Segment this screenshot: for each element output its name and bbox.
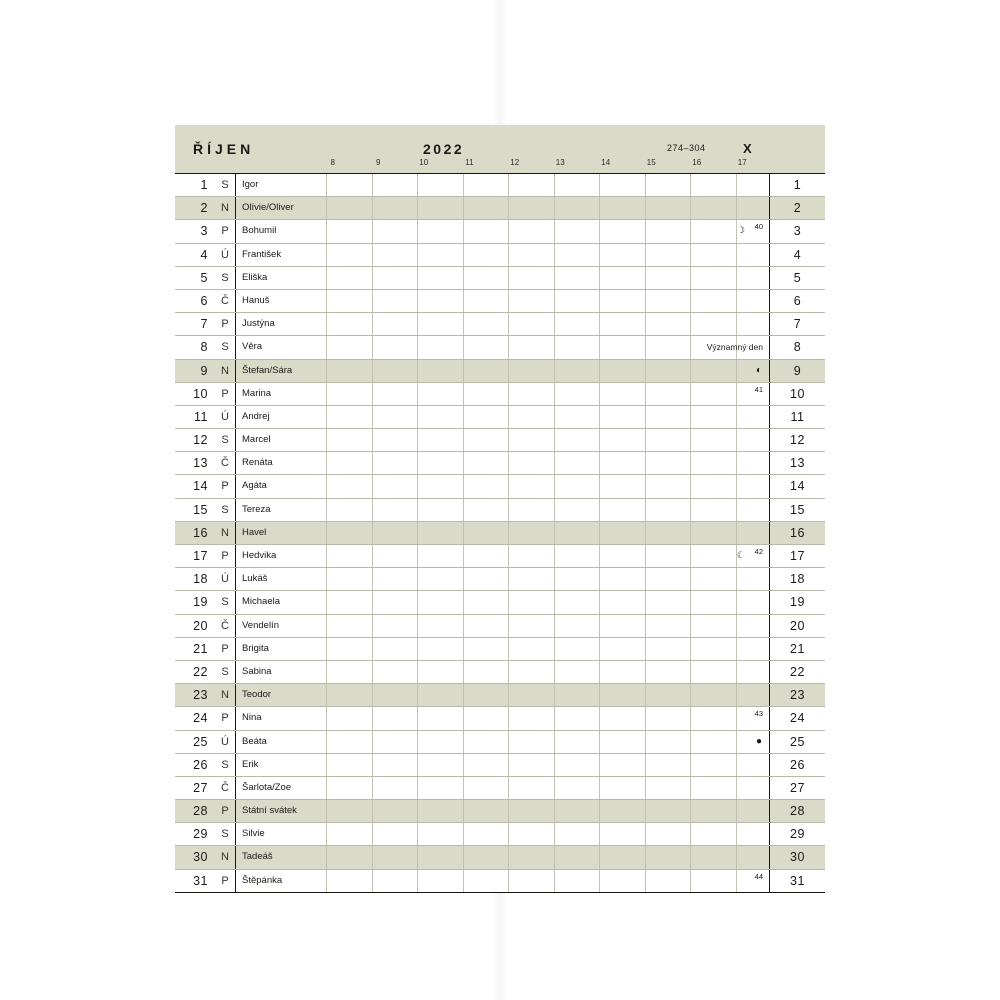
week-number: 44 [754,871,763,881]
day-rows-grid [175,173,825,893]
calendar-page [175,125,825,893]
hour-gridlines [236,568,769,590]
day-number-right: 23 [769,684,825,706]
day-number-right: 16 [769,522,825,544]
nameday-and-notes-cell[interactable] [235,568,769,590]
weekday-letter: S [221,828,229,841]
weekday-letter: Č [221,294,229,307]
weekday-letter: S [221,434,229,447]
nameday-and-notes-cell[interactable] [235,475,769,497]
day-number-right: 13 [769,452,825,474]
weekday-letter: P [221,480,229,493]
hour-gridlines [236,267,769,289]
nameday-label: Justýna [242,318,275,330]
day-number-right: 3 [769,220,825,242]
hour-gridlines [236,383,769,405]
hour-gridlines [236,846,769,868]
table-row[interactable] [175,429,825,452]
weekday-letter: P [221,805,229,818]
nameday-and-notes-cell[interactable] [235,197,769,219]
weekday-letter: S [221,503,229,516]
hour-tick-9: 9 [376,158,381,167]
hour-gridlines [236,336,769,358]
nameday-label: Věra [242,341,263,353]
nameday-label: Tadeáš [242,851,273,863]
hour-gridlines [236,360,769,382]
nameday-label: Hanuš [242,294,270,306]
table-row[interactable] [175,383,825,406]
day-number-right: 24 [769,707,825,729]
day-number-left: 8 [200,340,208,355]
hour-gridlines [236,684,769,706]
day-number-right: 29 [769,823,825,845]
nameday-label: Renáta [242,457,273,469]
nameday-label: Hedvika [242,550,277,561]
nameday-and-notes-cell[interactable] [235,313,769,335]
day-number-right: 25 [769,731,825,753]
nameday-label: Havel [242,526,267,538]
day-number-left: 14 [193,479,208,494]
nameday-and-notes-cell[interactable] [235,429,769,451]
table-row[interactable] [175,684,825,707]
table-row[interactable] [175,638,825,661]
day-number-left: 26 [193,757,208,772]
weekday-letter: S [221,179,229,191]
weekday-letter: P [221,225,229,238]
nameday-label: Nina [242,712,262,724]
hour-tick-16: 16 [692,158,702,167]
day-number-left: 13 [193,456,208,471]
table-row[interactable] [175,197,825,220]
nameday-and-notes-cell[interactable] [235,545,769,567]
table-row[interactable] [175,846,825,869]
day-number-left: 5 [200,270,208,285]
day-number-left: 31 [193,873,208,888]
nameday-and-notes-cell[interactable] [235,499,769,521]
nameday-and-notes-cell[interactable] [235,360,769,382]
day-number-right: 30 [769,846,825,868]
table-row[interactable] [175,731,825,754]
year-label: 2022 [423,141,465,157]
day-number-right: 11 [769,406,825,428]
day-number-right: 26 [769,754,825,776]
nameday-and-notes-cell[interactable] [235,800,769,822]
nameday-label: Státní svátek [242,805,297,817]
day-number-left: 30 [193,850,208,865]
weekday-letter: Ú [221,248,229,261]
table-row[interactable] [175,267,825,290]
nameday-label: Olívie/Oliver [242,202,294,214]
week-number: 43 [754,709,763,719]
nameday-and-notes-cell[interactable] [235,406,769,428]
table-row[interactable] [175,452,825,475]
day-number-right: 31 [769,870,825,892]
day-number-right: 14 [769,475,825,497]
week-number: 41 [754,384,763,394]
day-number-left: 2 [200,201,208,216]
day-number-right: 9 [769,360,825,382]
weekday-letter: N [221,526,229,539]
nameday-label: Andrej [242,410,270,422]
nameday-and-notes-cell[interactable] [235,684,769,706]
day-number-right: 1 [769,174,825,196]
table-row[interactable] [175,754,825,777]
day-number-left: 15 [193,502,208,517]
weekday-letter: Č [221,457,229,470]
day-number-right: 6 [769,290,825,312]
table-row[interactable] [175,568,825,591]
nameday-label: Sabina [242,665,272,677]
table-row[interactable] [175,475,825,498]
day-number-left: 9 [200,363,208,378]
hour-gridlines [236,800,769,822]
nameday-and-notes-cell[interactable] [235,267,769,289]
day-number-left: 12 [193,433,208,448]
nameday-label: Silvie [242,828,265,840]
table-row[interactable] [175,823,825,846]
nameday-label: Šarlota/Zoe [242,781,292,793]
day-number-right: 5 [769,267,825,289]
weekday-letter: N [221,202,229,215]
day-number-right: 2 [769,197,825,219]
day-number-right: 27 [769,777,825,799]
table-row[interactable] [175,290,825,313]
day-number-right: 4 [769,244,825,266]
day-of-year-range: 274–304 [667,143,706,153]
nameday-and-notes-cell[interactable] [235,383,769,405]
hour-tick-10: 10 [419,158,429,167]
hour-gridlines [236,731,769,753]
nameday-and-notes-cell[interactable] [235,661,769,683]
table-row[interactable] [175,870,825,892]
hour-gridlines [236,870,769,892]
nameday-and-notes-cell[interactable] [235,707,769,729]
nameday-and-notes-cell[interactable] [235,777,769,799]
nameday-label: Brigita [242,642,269,654]
day-number-left: 25 [193,734,208,749]
hour-tick-13: 13 [555,158,565,167]
weekday-letter: Č [221,781,229,794]
table-row[interactable] [175,591,825,614]
day-number-left: 6 [200,293,208,308]
weekday-letter: Ú [221,735,229,748]
significant-day-note: Významný den [706,342,763,353]
moon-phase-icon: ● [755,735,762,747]
nameday-and-notes-cell[interactable] [235,522,769,544]
weekday-letter: Ú [221,410,229,423]
weekday-letter: Ú [221,573,229,586]
week-number: 42 [754,547,763,556]
month-title: ŘÍJEN [193,141,255,157]
table-row[interactable] [175,360,825,383]
moon-phase-icon: ◐ [755,364,762,376]
day-number-right: 21 [769,638,825,660]
day-number-left: 10 [193,386,208,401]
hour-gridlines [236,638,769,660]
weekday-letter: P [221,642,229,655]
nameday-label: František [242,248,282,260]
nameday-label: Vendelín [242,619,279,631]
day-number-left: 18 [193,572,208,587]
nameday-and-notes-cell[interactable] [235,336,769,358]
nameday-and-notes-cell[interactable] [235,174,769,196]
nameday-and-notes-cell[interactable] [235,615,769,637]
day-number-right: 15 [769,499,825,521]
day-number-left: 11 [194,409,208,424]
day-number-right: 22 [769,661,825,683]
nameday-and-notes-cell[interactable] [235,754,769,776]
day-number-left: 20 [193,618,208,633]
week-number: 40 [754,222,763,232]
nameday-label: Agáta [242,480,267,492]
hour-tick-8: 8 [330,158,335,167]
weekday-letter: P [221,387,229,400]
nameday-label: Igor [242,179,259,190]
nameday-and-notes-cell[interactable] [235,731,769,753]
table-row[interactable] [175,174,825,197]
calendar-header [175,125,825,173]
nameday-label: Štefan/Sára [242,364,293,376]
weekday-letter: S [221,271,229,284]
table-row[interactable] [175,499,825,522]
table-row[interactable] [175,800,825,823]
nameday-label: Beáta [242,735,267,747]
weekday-letter: Č [221,619,229,632]
weekday-letter: P [221,712,229,725]
day-number-right: 18 [769,568,825,590]
day-number-right: 12 [769,429,825,451]
nameday-and-notes-cell[interactable] [235,452,769,474]
table-row[interactable] [175,406,825,429]
weekday-letter: P [221,318,229,331]
hour-gridlines [236,174,769,196]
hour-gridlines [236,429,769,451]
month-roman-numeral: X [743,141,753,156]
table-row[interactable] [175,661,825,684]
hour-gridlines [236,406,769,428]
hour-gridlines [236,290,769,312]
day-number-left: 1 [200,178,208,192]
nameday-and-notes-cell[interactable] [235,244,769,266]
day-number-right: 17 [769,545,825,567]
weekday-letter: P [221,550,229,562]
day-number-left: 16 [193,525,208,540]
nameday-label: Bohumil [242,225,277,237]
hour-gridlines [236,197,769,219]
weekday-letter: S [221,665,229,678]
nameday-label: Lukáš [242,573,268,585]
hour-scale [310,158,765,170]
weekday-letter: P [221,874,229,887]
nameday-label: Michaela [242,596,281,608]
day-number-right: 7 [769,313,825,335]
weekday-letter: N [221,364,229,377]
table-row[interactable] [175,313,825,336]
hour-gridlines [236,545,769,567]
day-number-left: 21 [193,641,208,656]
nameday-and-notes-cell[interactable] [235,290,769,312]
day-number-left: 23 [193,688,208,703]
nameday-and-notes-cell[interactable] [235,870,769,892]
table-row[interactable] [175,336,825,359]
day-number-left: 22 [193,664,208,679]
day-number-right: 28 [769,800,825,822]
hour-gridlines [236,754,769,776]
hour-tick-17: 17 [737,158,747,167]
table-row[interactable] [175,707,825,730]
hour-gridlines [236,220,769,242]
nameday-label: Marina [242,387,272,399]
day-number-left: 7 [200,317,208,332]
hour-gridlines [236,475,769,497]
nameday-and-notes-cell[interactable] [235,638,769,660]
table-row[interactable] [175,545,825,568]
weekday-letter: N [221,851,229,864]
nameday-label: Eliška [242,271,268,283]
nameday-label: Tereza [242,503,271,515]
day-number-left: 4 [200,247,208,262]
nameday-label: Marcel [242,434,271,446]
nameday-and-notes-cell[interactable] [235,591,769,613]
hour-tick-11: 11 [465,158,474,167]
weekday-letter: S [221,341,229,354]
day-number-right: 20 [769,615,825,637]
nameday-label: Štěpánka [242,874,283,886]
hour-gridlines [236,591,769,613]
hour-gridlines [236,707,769,729]
day-number-left: 29 [193,827,208,842]
day-number-right: 8 [769,336,825,358]
moon-phase-icon: ☾ [736,550,745,560]
hour-gridlines [236,522,769,544]
nameday-and-notes-cell[interactable] [235,846,769,868]
nameday-label: Erik [242,758,259,770]
day-number-left: 24 [193,711,208,726]
hour-gridlines [236,313,769,335]
nameday-label: Teodor [242,689,272,701]
table-row[interactable] [175,615,825,638]
day-number-left: 19 [193,595,208,610]
nameday-and-notes-cell[interactable] [235,220,769,242]
day-number-right: 19 [769,591,825,613]
nameday-and-notes-cell[interactable] [235,823,769,845]
hour-tick-14: 14 [601,158,611,167]
hour-tick-12: 12 [510,158,520,167]
weekday-letter: N [221,689,229,702]
hour-gridlines [236,661,769,683]
moon-phase-icon: ☽ [736,225,745,236]
day-number-right: 10 [769,383,825,405]
hour-gridlines [236,452,769,474]
hour-gridlines [236,244,769,266]
table-row[interactable] [175,220,825,243]
weekday-letter: S [221,758,229,771]
hour-tick-15: 15 [646,158,656,167]
day-number-left: 3 [200,224,208,239]
table-row[interactable] [175,522,825,545]
hour-gridlines [236,777,769,799]
hour-gridlines [236,823,769,845]
day-number-left: 28 [193,804,208,819]
day-number-left: 17 [193,549,208,563]
hour-gridlines [236,615,769,637]
weekday-letter: S [221,596,229,609]
day-number-left: 27 [193,780,208,795]
table-row[interactable] [175,244,825,267]
table-row[interactable] [175,777,825,800]
hour-gridlines [236,499,769,521]
